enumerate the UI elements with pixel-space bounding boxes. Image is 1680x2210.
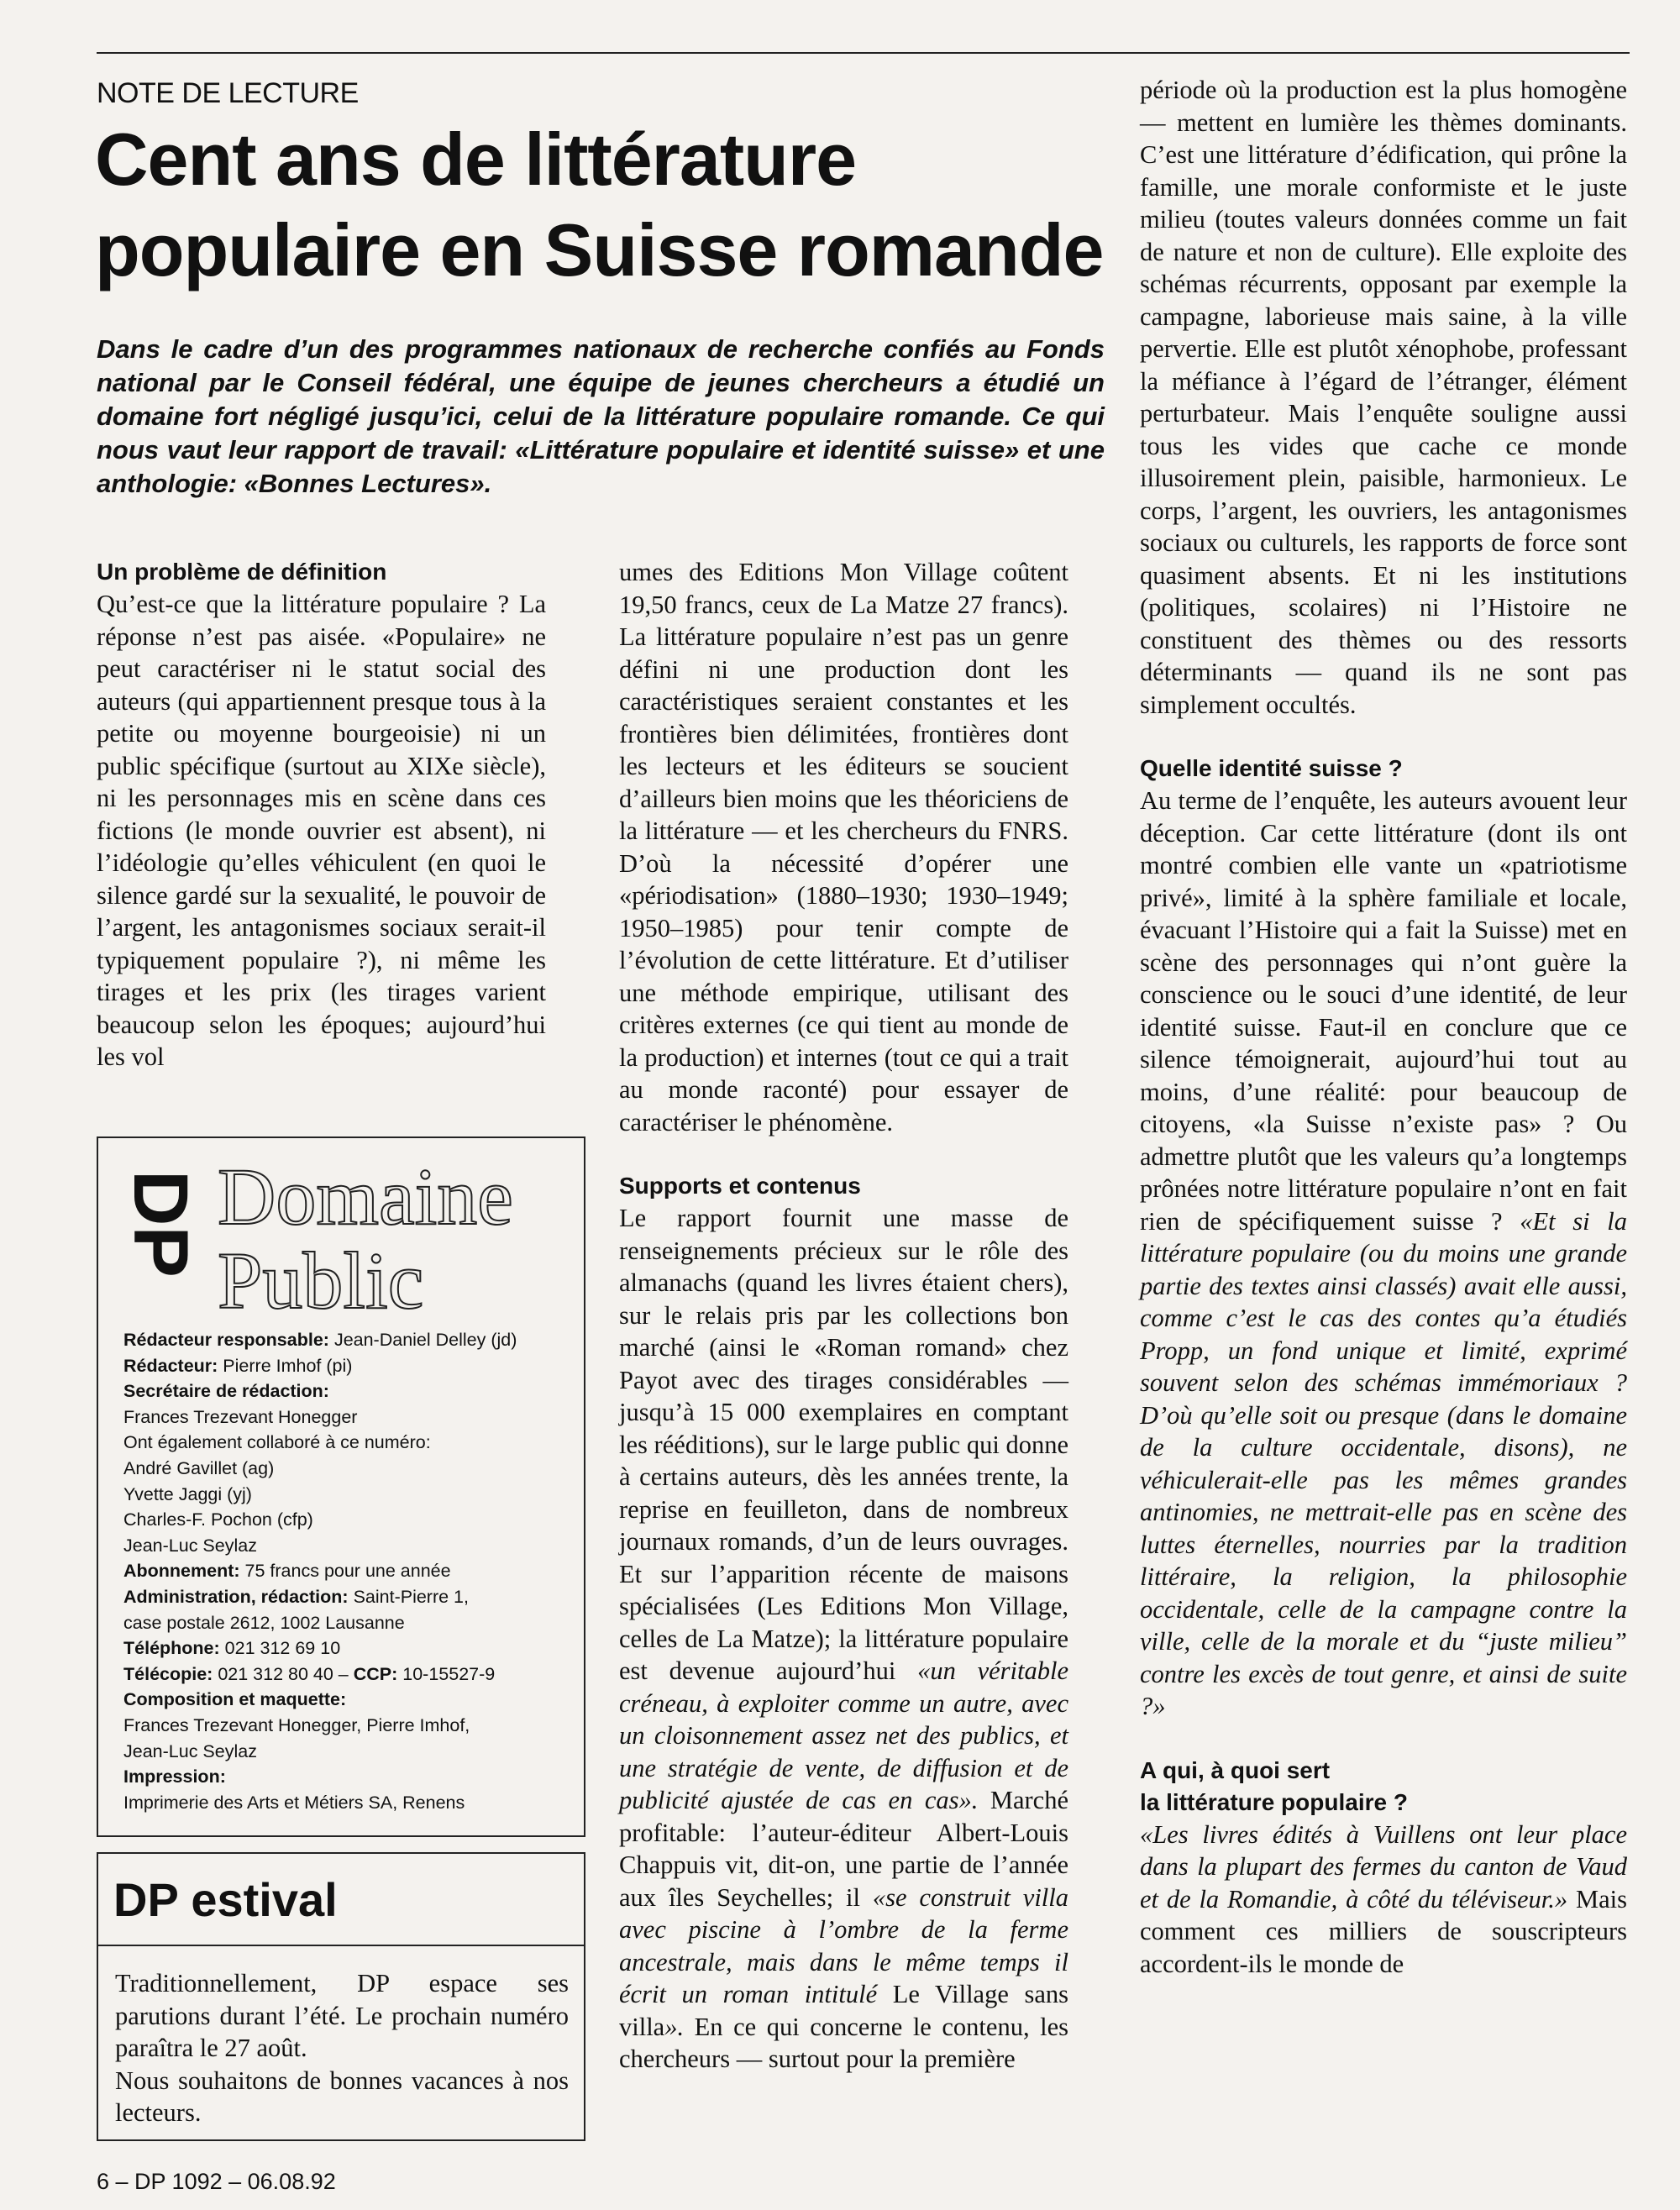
logo-word-public: Public [218, 1236, 424, 1325]
credit-line [123, 1404, 569, 1430]
body-supports [619, 1202, 1068, 2076]
credit-line [123, 1584, 569, 1610]
credit-line [123, 1558, 569, 1584]
credit-label: Composition et maquette: [123, 1689, 347, 1710]
credit-line [123, 1635, 569, 1661]
credit-value: Jean-Luc Seylaz [123, 1535, 257, 1556]
credit-line [123, 1378, 569, 1404]
credit-line [123, 1739, 569, 1765]
body-definition: Qu’est-ce que la littérature populaire ? La réponse n’est pas aisée. «Populaire» ne peut caractériser ni le statut social des auteurs (qui appartiennent presque tous à la petite ou moyenne bourgeoisie) ni un public spécifique (surtout au XIXe siècle), ni les personnages mis en scène dans ces fictions (le monde ouvrier est absent), ni l’idéologie qu’elles véhiculent (en quoi le silence gardé sur la sexualité, le pouvoir de l’argent, les antagonismes sociaux serait-il typiquement populaire ?), ni même les tirages et les prix (les tirages varient beaucoup selon les époques; aujourd’hui les vol [97, 590, 546, 1071]
credit-line [123, 1456, 569, 1482]
credit-line [123, 1661, 569, 1688]
credit-value: 021 312 80 40 – [218, 1663, 349, 1684]
credit-value: Pierre Imhof (pi) [223, 1355, 353, 1376]
article-lede: Dans le cadre d’un des programmes nationaux de recherche confiés au Fonds national par le Conseil fédéral, une équipe de jeunes chercheurs a étudié un domaine fort négligé jusqu’ici, celui de la littérature populaire romande. Ce qui nous vaut leur rapport de travail: «Littérature populaire et identité suisse» et une anthologie: «Bonnes Lectures». [97, 334, 1105, 498]
credit-label: Administration, rédaction: [123, 1586, 349, 1607]
credit-line [123, 1430, 569, 1456]
a-qui-quote: «Les livres édités à Vuillens ont leur place dans la plupart des fermes du canton de Vaud et de la Romandie, à côté du téléviseur.» [1140, 1819, 1627, 1913]
estival-box [97, 1852, 585, 2141]
credit-line [123, 1687, 569, 1713]
credit-line [123, 1327, 569, 1353]
credit-label: Télécopie: [123, 1663, 213, 1684]
credit-value: Jean-Luc Seylaz [123, 1740, 257, 1761]
credit-line [123, 1507, 569, 1533]
body-content-cont: période où la production est la plus homogène — mettent en lumière les thèmes dominants. C’est une littérature d’édification, qui prône la famille, une morale conformiste et le juste milieu (toutes valeurs données comme un fait de nature et non de culture). Elle exploite des schémas récurrents, opposant par exemple la campagne, laborieuse mais saine, à la ville pervertie. Elle est plutôt xénophobe, professant la méfiance à l’égard de l’étranger, élément perturbateur. Mais l’enquête souligne aussi tous les vides que cache ce monde illusoirement plein, paisible, harmonieux. Le corps, l’argent, les ouvriers, les antagonismes sociaux ou culturels, les rapports de force sont quasiment absents. Et ni les institutions (politiques, scolaires) ni l’Histoire ne constituent des thèmes ou des ressorts déterminants — quand ils ne sont pas simplement occultés. [1140, 76, 1627, 719]
body-identite [1140, 785, 1627, 1723]
article-title [95, 114, 1128, 296]
logo-dp-letters: DP [118, 1170, 203, 1278]
credit-label: Téléphone: [123, 1638, 220, 1659]
logo-word-domaine: Domaine [218, 1152, 513, 1241]
estival-text-2: Nous souhaitons de bonnes vacances à nos lecteurs. [115, 2066, 569, 2127]
supports-text-c: En ce qui concerne le contenu, les chercheurs — surtout pour la première [619, 2012, 1069, 2073]
supports-quote-1: «un véritable créneau, à exploiter comme un autre, avec un cloisonnement assez net des publics, et une stratégie de vente, de diffusion et de publicité ajustée de cas en cas». [619, 1656, 1069, 1814]
credit-value: André Gavillet (ag) [123, 1457, 275, 1478]
masthead-credits [123, 1327, 569, 1815]
credit-label: Impression: [123, 1766, 226, 1787]
credit-line [123, 1482, 569, 1508]
subhead-a-qui-line2: la littérature populaire ? [1140, 1788, 1408, 1815]
page-folio: 6 – DP 1092 – 06.08.92 [97, 2169, 336, 2194]
article-title-line2: populaire en Suisse romande [95, 208, 1104, 291]
subhead-supports: Supports et contenus [619, 1173, 861, 1199]
article-title-line1: Cent ans de littérature [95, 118, 857, 201]
credit-value: case postale 2612, 1002 Lausanne [123, 1612, 405, 1633]
credit-line [123, 1713, 569, 1739]
credit-value: Yvette Jaggi (yj) [123, 1483, 252, 1504]
text-column-3 [1140, 74, 1627, 1980]
subhead-definition: Un problème de définition [97, 559, 387, 585]
supports-text-a: Le rapport fournit une masse de renseignements précieux sur le rôle des almanachs (quand les livres étaient chers), sur le relais pris par les collections bon marché (ainsi le «Roman romand» chez Payot avec des tirages considérables — jusqu’à 15 000 exemplaires en comptant les rééditions), sur le large public qui donne à certains auteurs, dès les années trente, la reprise en feuilleton, dans de nombreux journaux romands, d’un de leurs ouvrages. Et sur l’apparition récente de maisons spécialisées (Les Editions Mon Village, celles de La Matze); la littérature populaire est devenue aujourd’hui [619, 1204, 1068, 1685]
subhead-a-qui-line1: A qui, à quoi sert [1140, 1756, 1331, 1783]
subhead-a-qui [1140, 1755, 1627, 1819]
credit-value: Frances Trezevant Honegger [123, 1406, 358, 1427]
estival-text-1: Traditionnellement, DP espace ses parutions durant l’été. Le prochain numéro paraîtra le 27 août. [115, 1969, 569, 2062]
text-column-2 [619, 556, 1068, 2076]
credit-label: Secrétaire de rédaction: [123, 1381, 329, 1402]
masthead-box [97, 1136, 585, 1837]
estival-divider [98, 1945, 584, 1946]
credit-label: Abonnement: [123, 1561, 240, 1582]
section-kicker: NOTE DE LECTURE [97, 77, 359, 109]
credit-line [123, 1764, 569, 1790]
credit-value: 021 312 69 10 [224, 1638, 341, 1659]
credit-line [123, 1353, 569, 1379]
body-definition-cont: umes des Editions Mon Village coûtent 19,50 francs, ceux de La Matze 27 francs). La littérature populaire n’est pas un genre défini ni une production dont les caractéristiques seraient constantes et les frontières bien délimitées, frontières dont les lecteurs et les éditeurs se soucient d’ailleurs bien moins que les théoriciens de la littérature — et les chercheurs du FNRS. D’où la nécessité d’opérer une «périodisation» (1880–1930; 1930–1949; 1950–1985) pour tenir compte de l’évolution de cette littérature. Et d’utiliser une méthode empirique, utilisant des critères externes (ce qui tient au monde de la production) et internes (tout ce qui a trait au monde raconté) pour essayer de caractériser le phénomène. [619, 558, 1068, 1136]
estival-body [115, 1967, 569, 2129]
subhead-identite: Quelle identité suisse ? [1140, 755, 1403, 781]
supports-quote-2: «se construit villa avec piscine à l’ombre de la ferme ancestrale, mais dans le même temps il écrit un roman intitulé [619, 1882, 1068, 2008]
ccp-label: CCP: [348, 1663, 403, 1684]
credit-value: Jean-Daniel Delley (jd) [333, 1330, 517, 1350]
supports-quote-2-end: ». [664, 2012, 685, 2041]
identite-quote: «Et si la littérature populaire (ou du moins une grande partie des textes ainsi classés) avait elle aussi, comme c’est le cas des contes qu’a étudiés Propp, un fond unique et limité, exprimé souvent selon des schémas immémoriaux ? D’où qu’elle soit ou presque (dans le domaine de la culture occidentale, disons), ne véhiculerait-elle pas les mêmes grandes antinomies, ne mettrait-elle pas en scène des luttes éternelles, nourries par la tradition littéraire, la religion, la philosophie occidentale, celle de la campagne contre la ville, celle de la morale et du “juste milieu” contre les excès de tout genre, et ainsi de suite ?» [1140, 1206, 1628, 1720]
credit-line [123, 1790, 569, 1816]
text-column-1 [97, 556, 546, 1074]
credit-value: Frances Trezevant Honegger, Pierre Imhof, [123, 1714, 470, 1735]
identite-text: Au terme de l’enquête, les auteurs avouent leur déception. Car cette littérature (dont ils ont montré combien elle vante un «patriotisme privé», limité à la sphère familiale et locale, évacuant l’Histoire qui a fait la Suisse) met en scène des personnages qui n’ont guère la conscience ou le souci d’une identité, de leur identité suisse. Faut-il en conclure que ce silence témoignerait, aujourd’hui tout au moins, d’une réalité: pour beaucoup de citoyens, «la Suisse n’existe pas» ? Ou admettre plutôt que les valeurs qu’a longtemps prônées notre littérature populaire n’ont en fait rien de spécifiquement suisse ? [1140, 786, 1627, 1236]
a-qui-text: Mais comment ces milliers de souscripteurs accordent-ils le monde de [1140, 1884, 1628, 1978]
credit-value: Imprimerie des Arts et Métiers SA, Renens [123, 1792, 465, 1813]
credit-label: Rédacteur: [123, 1355, 218, 1376]
body-a-qui [1140, 1819, 1627, 1981]
supports-book-title: Le Village sans villa [619, 1980, 1069, 2041]
credit-value: Saint-Pierre 1, [353, 1586, 469, 1607]
credit-line [123, 1533, 569, 1559]
domaine-public-logo [115, 1152, 569, 1348]
credit-value: Charles-F. Pochon (cfp) [123, 1509, 313, 1530]
credit-value: Ont également collaboré à ce numéro: [123, 1432, 431, 1453]
credit-line [123, 1610, 569, 1636]
supports-text-b: Marché profitable: l’auteur-éditeur Albert-Louis Chappuis vit, dit-on, une partie de l’année aux îles Seychelles; il [619, 1786, 1068, 1912]
estival-title: DP estival [113, 1873, 338, 1926]
credit-value: 75 francs pour une année [244, 1561, 451, 1582]
ccp-value: 10-15527-9 [402, 1663, 496, 1684]
credit-label: Rédacteur responsable: [123, 1330, 329, 1350]
top-rule [97, 52, 1630, 54]
